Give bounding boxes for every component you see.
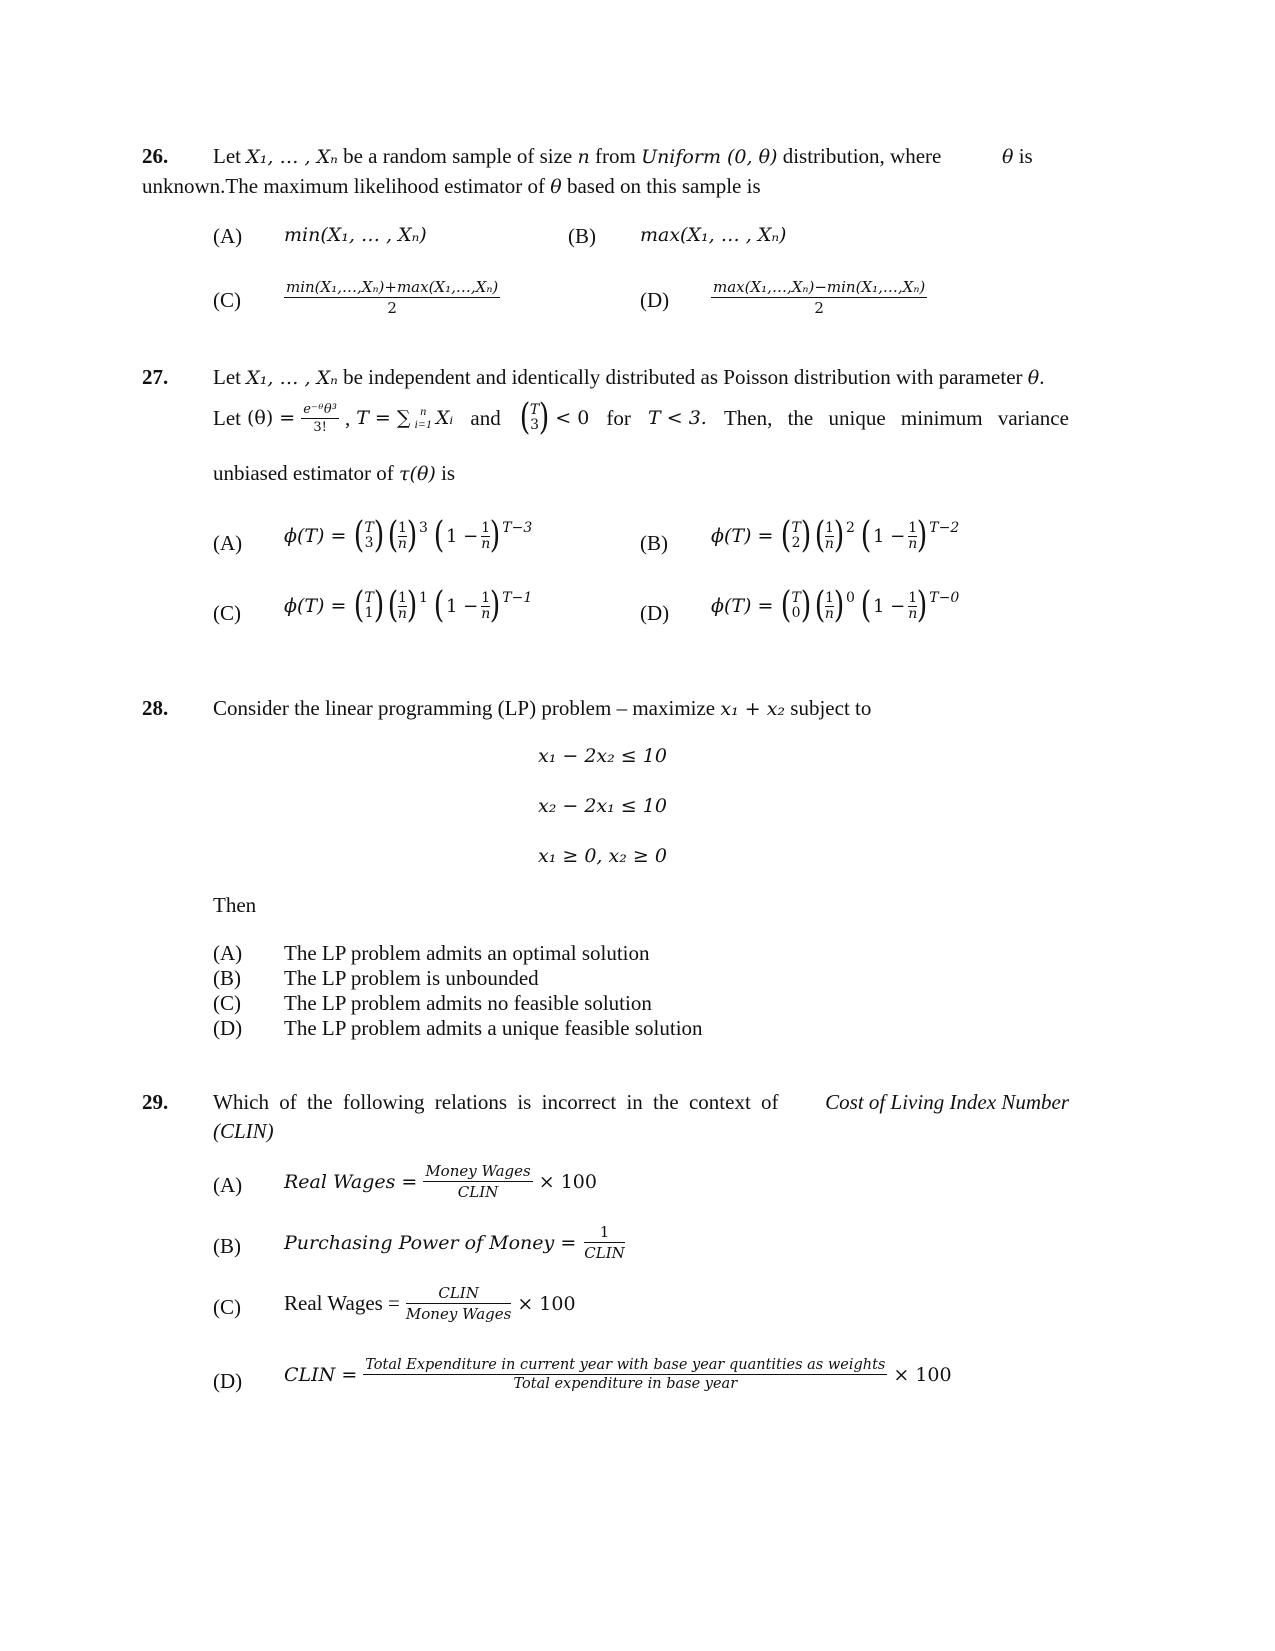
q27-option-a-label: (A) [213, 531, 243, 555]
q26-stem-theta: θ is [1002, 144, 1033, 168]
q29-number: 29. [142, 1090, 169, 1114]
q27-number: 27. [142, 365, 169, 389]
q27-stem-line3: unbiased estimator of τ(θ) is [213, 461, 456, 485]
q27-stem-line1: Let X₁, … , Xₙ be independent and identically distributed as Poisson distribution with parameter θ. [213, 365, 1045, 389]
q27-stem-line2: Let (θ) = $\frac{\text{e⁻ᶿθ³}}{3!}$ , T = ∑ n i=1 Xᵢ and ( T 3 ) < 0 for T < 3. Then, the unique minimum variance [213, 397, 1069, 438]
q26-option-d-label: (D) [640, 288, 670, 312]
q26-option-c-label: (C) [213, 288, 241, 312]
q27-option-c-label: (C) [213, 601, 241, 625]
q28-option-c-text: The LP problem admits no feasible solution [284, 991, 652, 1015]
q29-stem-line1: Which of the following relations is incorrect in the context of Cost of Living Index Number [213, 1090, 1069, 1114]
q29-stem-line2: (CLIN) [213, 1119, 274, 1143]
q27-option-c-expr: ϕ(T) = ( T 1 ) ( 1 n ) $^1$ ( 1 − $\frac{1}{n}$ ) $^{T-1}$ [284, 585, 533, 626]
q28-constraint-1: x₁ − 2x₂ ≤ 10 [538, 745, 667, 767]
q26-stem-line1: Let X₁, … , Xₙ be a random sample of size n from Uniform (0, θ) distribution, where [213, 144, 942, 168]
q26-number: 26. [142, 144, 169, 168]
q26-option-a-expr: min(X₁, … , Xₙ) [284, 224, 427, 246]
q27-option-b-expr: ϕ(T) = ( T 2 ) ( 1 n ) $^2$ ( 1 − $\frac{1}{n}$ ) $^{T-2}$ [711, 515, 960, 556]
q28-option-b-text: The LP problem is unbounded [284, 966, 539, 990]
q29-option-b-expr: Purchasing Power of Money = $\frac{1}{\text{CLIN}}$ [284, 1223, 625, 1262]
q26-option-d-expr: $\frac{\text{max(X₁,…,Xₙ)−min(X₁,…,Xₙ)}}{2}$ [713, 278, 926, 317]
q26-stem-line2: unknown.The maximum likelihood estimator of θ based on this sample is [142, 174, 761, 198]
q29-option-b-label: (B) [213, 1234, 241, 1258]
q29-option-d-expr: CLIN = Total Expenditure in current year with base year quantities as weights Total expenditure in base year × 100 [284, 1357, 952, 1392]
q26-option-b-expr: max(X₁, … , Xₙ) [640, 224, 787, 246]
q28-then: Then [213, 893, 257, 917]
q28-option-a-label: (A) [213, 941, 243, 965]
q27-option-b-label: (B) [640, 531, 668, 555]
q26-option-c-expr: $\frac{\text{min(X₁,…,Xₙ)+max(X₁,…,Xₙ)}}{2}$ [286, 278, 499, 317]
q29-option-c-label: (C) [213, 1295, 241, 1319]
q28-stem: Consider the linear programming (LP) problem – maximize x₁ + x₂ subject to [213, 696, 872, 720]
q28-option-c-label: (C) [213, 991, 241, 1015]
q27-option-d-label: (D) [640, 601, 670, 625]
q28-constraint-3: x₁ ≥ 0, x₂ ≥ 0 [538, 845, 667, 867]
q26-option-a-label: (A) [213, 224, 243, 248]
q28-option-d-label: (D) [213, 1016, 243, 1040]
q27-binom-t-3: ( T 3 ) < 0 [519, 397, 590, 438]
q28-constraint-2: x₂ − 2x₁ ≤ 10 [538, 795, 667, 817]
q28-option-b-label: (B) [213, 966, 241, 990]
q28-option-a-text: The LP problem admits an optimal solution [284, 941, 650, 965]
q26-option-b-label: (B) [568, 224, 596, 248]
q29-option-a-label: (A) [213, 1173, 243, 1197]
q29-option-a-expr: Real Wages = $\frac{\text{Money Wages}}{\text{CLIN}}$ × 100 [284, 1162, 597, 1201]
q27-option-d-expr: ϕ(T) = ( T 0 ) ( 1 n ) $^0$ ( 1 − $\frac{1}{n}$ ) $^{T-0}$ [711, 585, 960, 626]
q29-option-d-label: (D) [213, 1369, 243, 1393]
q28-option-d-text: The LP problem admits a unique feasible solution [284, 1016, 703, 1040]
q27-option-a-expr: ϕ(T) = ( T 3 ) ( 1 n ) $^3$ ( 1 − $\frac{1}{n}$ ) $^{T-3}$ [284, 515, 533, 556]
q28-number: 28. [142, 696, 169, 720]
q29-option-c-expr: Real Wages = $\frac{\text{CLIN}}{\text{Money Wages}}$ × 100 [284, 1284, 576, 1323]
